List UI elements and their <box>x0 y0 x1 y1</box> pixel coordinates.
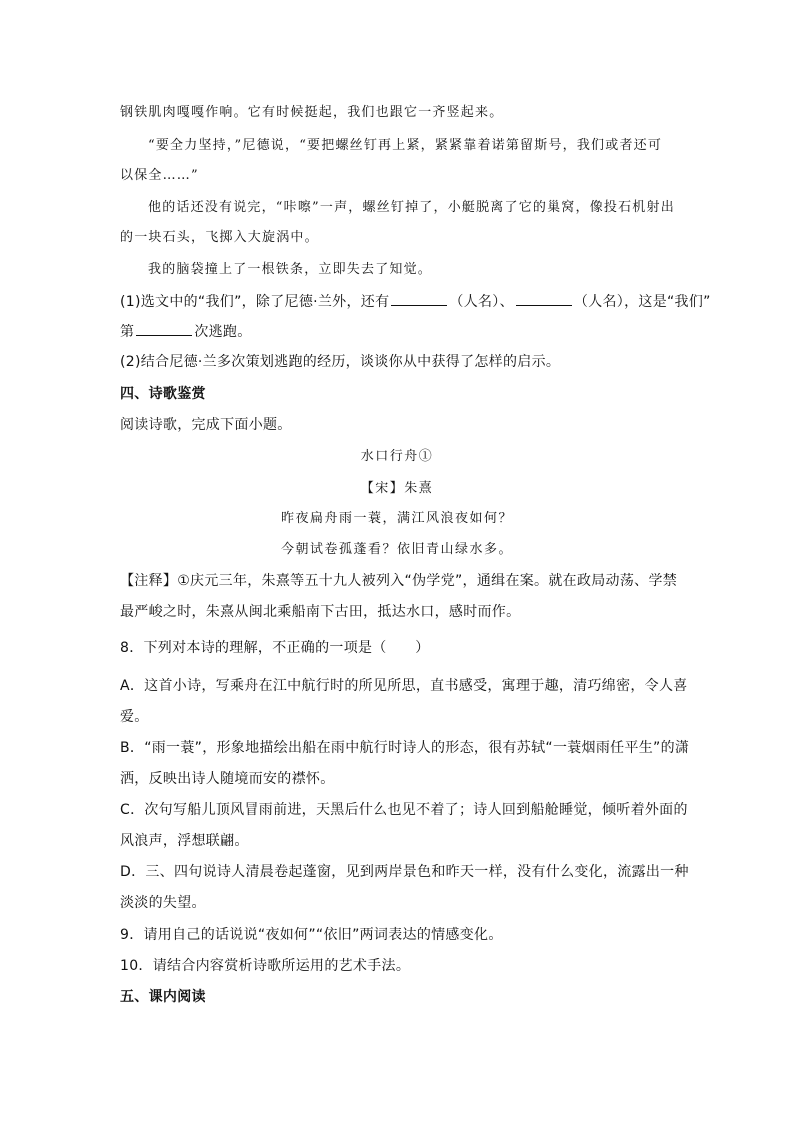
question-10: 10．请结合内容赏析诗歌所运用的艺术手法。 <box>120 958 411 974</box>
story-paragraph-2-line-1: “要全力坚持，”尼德说，“要把螺丝钉再上紧，紧紧靠着诺第留斯号，我们或者还可 <box>148 138 663 153</box>
story-paragraph-2-line-2: 以保全……” <box>120 168 199 183</box>
question-1-text-d: 第 <box>120 324 135 340</box>
answer-blank-count[interactable] <box>136 321 192 336</box>
question-9: 9．请用自己的话说说“夜如何”“依旧”两词表达的情感变化。 <box>120 927 503 943</box>
option-c-line-2: 风浪声，浮想联翩。 <box>120 833 249 849</box>
story-paragraph-4: 我的脑袋撞上了一根铁条，立即失去了知觉。 <box>148 262 433 277</box>
option-d-line-2: 淡淡的失望。 <box>120 895 206 911</box>
question-1-text-c: （人名），这是“我们” <box>573 294 711 310</box>
poem-author: 【宋】朱熹 <box>360 481 434 496</box>
option-a-line-2: 爱。 <box>120 709 149 725</box>
poem-line-2: 今朝试卷孤蓬看？依旧青山绿水多。 <box>280 542 513 557</box>
question-1-text-e: 次逃跑。 <box>194 324 252 340</box>
question-2: (2)结合尼德·兰多次策划逃跑的经历，谈谈你从中获得了怎样的启示。 <box>120 354 561 370</box>
option-b-line-1: B．“雨一蓑”，形象地描绘出船在雨中航行时诗人的形态，很有苏轼“一蓑烟雨任平生”的潇 <box>120 740 690 756</box>
option-c-line-1: C．次句写船儿顶风冒雨前进，天黑后什么也见不着了；诗人回到船舱睡觉，倾听着外面的 <box>120 802 688 818</box>
question-1-text-b: （人名）、 <box>449 294 514 310</box>
answer-blank-name-1[interactable] <box>391 291 447 306</box>
poem-title: 水口行舟① <box>360 449 434 464</box>
answer-blank-name-2[interactable] <box>516 291 572 306</box>
question-1 <box>120 291 711 312</box>
poem-line-1: 昨夜扁舟雨一蓑，满江风浪夜如何？ <box>280 511 513 526</box>
section-4-heading: 四、诗歌鉴赏 <box>120 386 206 402</box>
question-8-stem: 8．下列对本诗的理解，不正确的一项是（ ） <box>120 640 430 656</box>
option-d-line-1: D．三、四句说诗人清晨卷起蓬窗，见到两岸景色和昨天一样，没有什么变化，流露出一种 <box>120 864 689 880</box>
question-1-continued <box>120 321 252 342</box>
section-5-heading: 五、课内阅读 <box>120 989 206 1005</box>
poem-note-line-1: 【注释】①庆元三年，朱熹等五十九人被列入“伪学党”，通缉在案。就在政局动荡、学禁 <box>120 573 678 589</box>
question-1-text-a: (1)选文中的“我们”，除了尼德·兰外，还有 <box>120 294 390 310</box>
story-paragraph-3-line-1: 他的话还没有说完，“咔嚓”一声，螺丝钉掉了，小艇脱离了它的巢窝，像投石机射出 <box>148 200 675 215</box>
section-4-instruction: 阅读诗歌，完成下面小题。 <box>120 417 292 433</box>
story-paragraph-3-line-2: 的一块石头，飞掷入大旋涡中。 <box>120 230 319 245</box>
story-paragraph-1: 钢铁肌肉嘎嘎作响。它有时候挺起，我们也跟它一齐竖起来。 <box>120 105 504 120</box>
option-b-line-2: 洒，反映出诗人随境而安的襟怀。 <box>120 771 335 787</box>
option-a-line-1: A．这首小诗，写乘舟在江中航行时的所见所思，直书感受，寓理于趣，清巧绵密，令人喜 <box>120 678 688 694</box>
poem-note-line-2: 最严峻之时，朱熹从闽北乘船南下古田，抵达水口，感时而作。 <box>120 604 521 620</box>
